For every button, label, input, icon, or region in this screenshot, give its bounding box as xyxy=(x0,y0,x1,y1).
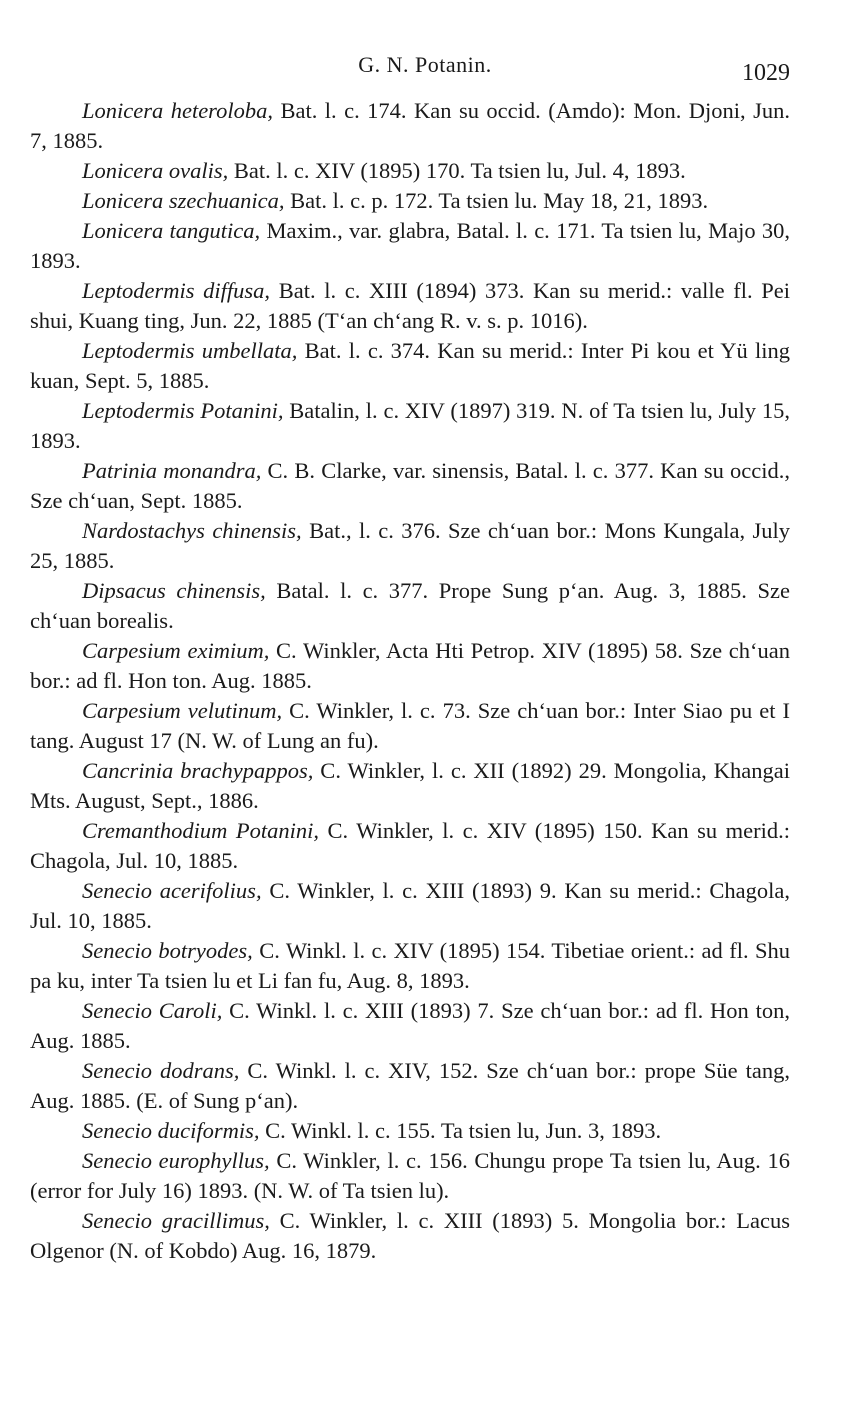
species-name: Cremanthodium Potanini, xyxy=(82,818,320,843)
entry-text: C. B. Clarke, var. sinensis, Batal. l. c. 377. Kan su occid., Sze chʻuan, Sept. 1885. xyxy=(30,458,791,513)
species-name: Dipsacus chinensis, xyxy=(82,578,266,603)
entry-text: Bat. l. c. 174. Kan su occid. (Amdo): Mon. Djoni, Jun. 7, 1885. xyxy=(30,98,791,153)
species-name: Leptodermis umbellata, xyxy=(82,338,298,363)
entry-text: C. Winkler, l. c. XIII (1893) 9. Kan su merid.: Chagola, Jul. 10, 1885. xyxy=(30,878,790,933)
species-name: Senecio Caroli, xyxy=(82,998,223,1023)
entry xyxy=(30,1056,790,1116)
entry xyxy=(30,336,790,396)
species-name: Carpesium eximium, xyxy=(82,638,270,663)
entry xyxy=(30,96,790,156)
entry xyxy=(30,216,790,276)
entry-text: C. Winkl. l. c. XIII (1893) 7. Sze chʻuan bor.: ad fl. Hon ton, Aug. 1885. xyxy=(30,998,790,1053)
species-name: Lonicera ovalis, xyxy=(82,158,229,183)
species-name: Leptodermis Potanini, xyxy=(82,398,284,423)
entry-text: Bat. l. c. 374. Kan su merid.: Inter Pi kou et Yü ling kuan, Sept. 5, 1885. xyxy=(30,338,790,393)
entry-text: Maxim., var. glabra, Batal. l. c. 171. Ta tsien lu, Majo 30, 1893. xyxy=(30,218,790,273)
species-name: Lonicera heteroloba, xyxy=(82,98,273,123)
entry xyxy=(30,876,790,936)
entry-text: C. Winkler, l. c. 156. Chungu prope Ta tsien lu, Aug. 16 (error for July 16) 1893. (N. W. of Ta tsien lu). xyxy=(30,1148,790,1203)
species-name: Lonicera tangutica, xyxy=(82,218,261,243)
species-name: Senecio dodrans, xyxy=(82,1058,240,1083)
entry xyxy=(30,1146,790,1206)
entry-text: Batal. l. c. 377. Prope Sung pʻan. Aug. 3, 1885. Sze chʻuan borealis. xyxy=(30,578,790,633)
entry xyxy=(30,276,790,336)
species-name: Senecio acerifolius, xyxy=(82,878,262,903)
species-name: Nardostachys chinensis, xyxy=(82,518,302,543)
entry xyxy=(30,756,790,816)
entry-text: C. Winkler, l. c. 73. Sze chʻuan bor.: Inter Siao pu et I tang. August 17 (N. W. of Lung an fu). xyxy=(30,698,790,753)
entry-text: Bat. l. c. XIII (1894) 373. Kan su merid.: valle fl. Pei shui, Kuang ting, Jun. 22, 1885 (Tʻan chʻang R. v. s. p. 1016). xyxy=(30,278,791,333)
entry-text: C. Winkler, Acta Hti Petrop. XIV (1895) 58. Sze chʻuan bor.: ad fl. Hon ton. Aug. 1885. xyxy=(30,638,791,693)
entry xyxy=(30,186,790,216)
running-head: G. N. Potanin. xyxy=(358,52,492,77)
species-name: Senecio botryodes, xyxy=(82,938,253,963)
entry-text: C. Winkl. l. c. XIV, 152. Sze chʻuan bor.: prope Süe tang, Aug. 1885. (E. of Sung pʻan). xyxy=(30,1058,790,1113)
entry xyxy=(30,516,790,576)
entry-text: Batalin, l. c. XIV (1897) 319. N. of Ta tsien lu, July 15, 1893. xyxy=(30,398,790,453)
species-name: Patrinia monandra, xyxy=(82,458,262,483)
entry-text: C. Winkl. l. c. 155. Ta tsien lu, Jun. 3, 1893. xyxy=(259,1118,662,1143)
page-number: 1029 xyxy=(742,60,790,86)
species-name: Leptodermis diffusa, xyxy=(82,278,271,303)
entry xyxy=(30,996,790,1056)
entry xyxy=(30,696,790,756)
entry-text: C. Winkler, l. c. XII (1892) 29. Mongolia, Khangai Mts. August, Sept., 1886. xyxy=(30,758,790,813)
entry xyxy=(30,396,790,456)
entry-text: Bat., l. c. 376. Sze chʻuan bor.: Mons Kungala, July 25, 1885. xyxy=(30,518,790,573)
entry-text: C. Winkler, l. c. XIII (1893) 5. Mongolia bor.: Lacus Olgenor (N. of Kobdo) Aug. 16, 1879. xyxy=(30,1208,790,1263)
entry xyxy=(30,1206,790,1266)
entry xyxy=(30,576,790,636)
species-name: Lonicera szechuanica, xyxy=(82,188,285,213)
species-name: Cancrinia brachypappos, xyxy=(82,758,314,783)
species-name: Senecio europhyllus, xyxy=(82,1148,270,1173)
entry xyxy=(30,636,790,696)
entry xyxy=(30,936,790,996)
species-name: Senecio duciformis, xyxy=(82,1118,260,1143)
entry xyxy=(30,1116,790,1146)
page-header xyxy=(0,52,850,88)
entry-text: Bat. l. c. XIV (1895) 170. Ta tsien lu, Jul. 4, 1893. xyxy=(228,158,686,183)
entry xyxy=(30,156,790,186)
species-name: Senecio gracillimus, xyxy=(82,1208,270,1233)
entry-list xyxy=(30,96,790,1266)
species-name: Carpesium velutinum, xyxy=(82,698,283,723)
entry xyxy=(30,816,790,876)
entry xyxy=(30,456,790,516)
entry-text: C. Winkl. l. c. XIV (1895) 154. Tibetiae orient.: ad fl. Shu pa ku, inter Ta tsien lu et Li fan fu, Aug. 8, 1893. xyxy=(30,938,791,993)
entry-text: Bat. l. c. p. 172. Ta tsien lu. May 18, 21, 1893. xyxy=(284,188,709,213)
entry-text: C. Winkler, l. c. XIV (1895) 150. Kan su merid.: Chagola, Jul. 10, 1885. xyxy=(30,818,790,873)
